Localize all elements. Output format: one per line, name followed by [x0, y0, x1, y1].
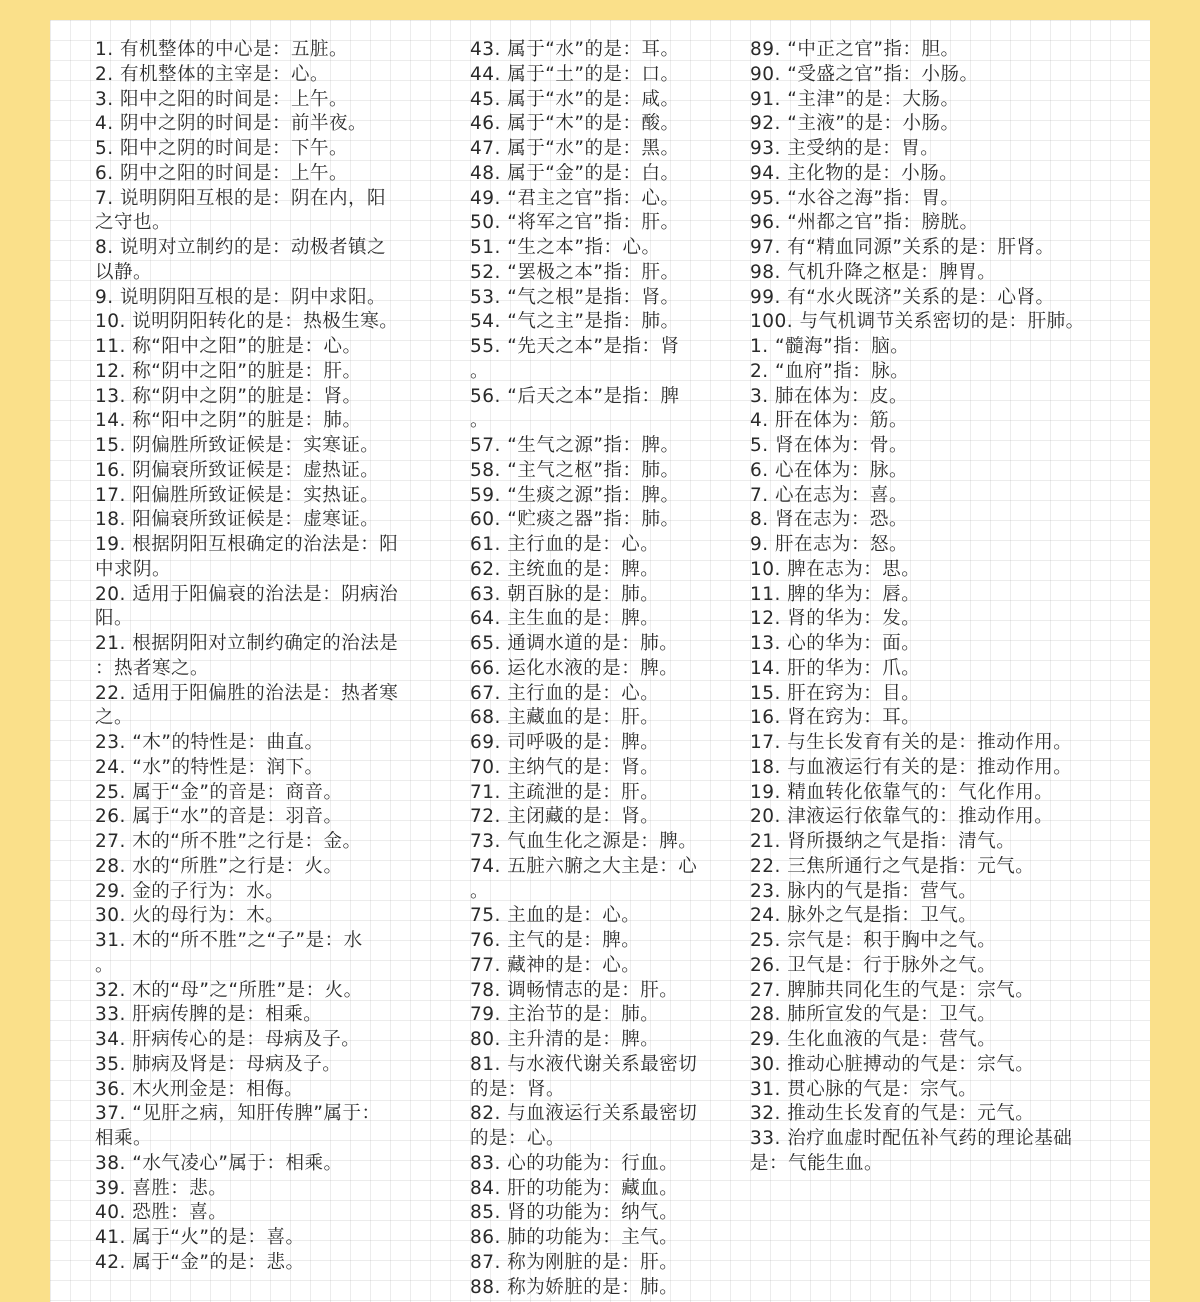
- text-line: 60. “贮痰之器”指：肺。: [470, 509, 680, 531]
- text-line: 98. 气机升降之枢是：脾胃。: [750, 261, 997, 283]
- text-line: 75. 主血的是：心。: [470, 905, 641, 927]
- text-line: 25. 属于“金”的音是：商音。: [95, 781, 343, 803]
- text-line: ：热者寒之。: [95, 657, 210, 679]
- text-line: 74. 五脏六腑之大主是：心: [470, 855, 698, 877]
- text-line: 29. 金的子行为：水。: [95, 880, 285, 902]
- text-line: 73. 气血生化之源是：脾。: [470, 831, 698, 852]
- text-line: 1. 有机整体的中心是：五脏。: [95, 39, 349, 60]
- text-line: 20. 适用于阳偏衰的治法是：阴病治: [95, 583, 399, 605]
- text-line: 64. 主生血的是：脾。: [470, 608, 660, 630]
- text-line: 50. “将军之官”指：肝。: [470, 212, 680, 234]
- text-line: 52. “罢极之本”指：肝。: [470, 261, 680, 283]
- text-line: 68. 主藏血的是：肝。: [470, 707, 660, 729]
- text-line: 80. 主升清的是：脾。: [470, 1029, 660, 1050]
- text-line: 21. 肾所摄纳之气是指：清气。: [750, 831, 1016, 852]
- text-line: 的是：心。: [470, 1128, 566, 1149]
- text-line: 3. 阳中之阳的时间是：上午。: [95, 88, 349, 110]
- text-line: 99. 有“水火既济”关系的是：心肾。: [750, 286, 1055, 308]
- text-line: 27. 脾肺共同化生的气是：宗气。: [750, 979, 1035, 1001]
- text-line: 11. 称“阳中之阳”的脏是：心。: [95, 336, 362, 357]
- text-line: 22. 适用于阳偏胜的治法是：热者寒: [95, 682, 399, 704]
- text-line: 67. 主行血的是：心。: [470, 682, 660, 704]
- text-line: 6. 心在体为：脉。: [750, 459, 909, 481]
- text-line: 。: [470, 880, 490, 902]
- text-line: 82. 与血液运行关系最密切: [470, 1103, 698, 1125]
- text-line: 85. 肾的功能为：纳气。: [470, 1202, 679, 1224]
- text-line: 32. 木的“母”之“所胜”是：火。: [95, 979, 363, 1001]
- text-line: 8. 说明对立制约的是：动极者镇之: [95, 237, 387, 258]
- text-line: 44. 属于“土”的是：口。: [470, 63, 680, 85]
- text-line: 33. 肝病传脾的是：相乘。: [95, 1004, 323, 1026]
- text-line: 89. “中正之官”指：胆。: [750, 39, 960, 60]
- text-line: 。: [470, 360, 490, 382]
- text-line: 31. 贯心脉的气是：宗气。: [750, 1078, 978, 1100]
- text-line: 之。: [95, 707, 134, 729]
- text-line: 38. “水气凌心”属于：相乘。: [95, 1152, 343, 1174]
- text-line: 6. 阴中之阳的时间是：上午。: [95, 162, 349, 184]
- text-line: 23. 脉内的气是指：营气。: [750, 880, 978, 902]
- text-line: 2. 有机整体的主宰是：心。: [95, 63, 330, 85]
- text-line: 2. “血府”指：脉。: [750, 360, 910, 382]
- text-line: 18. 阳偏衰所致证候是：虚寒证。: [95, 509, 380, 531]
- text-line: 7. 心在志为：喜。: [750, 484, 909, 506]
- text-line: 28. 肺所宣发的气是：卫气。: [750, 1004, 997, 1026]
- text-line: 86. 肺的功能为：主气。: [470, 1227, 679, 1248]
- text-line: 93. 主受纳的是：胃。: [750, 138, 940, 159]
- text-line: 26. 卫气是：行于脉外之气。: [750, 954, 997, 976]
- text-line: 72. 主闭藏的是：肾。: [470, 806, 660, 828]
- text-line: 10. 脾在志为：思。: [750, 558, 921, 580]
- text-line: 70. 主纳气的是：肾。: [470, 756, 660, 778]
- text-line: 40. 恐胜：喜。: [95, 1202, 228, 1224]
- text-line: 54. “气之主”是指：肺。: [470, 311, 680, 333]
- text-line: 100. 与气机调节关系密切的是：肝肺。: [750, 311, 1085, 333]
- text-line: 66. 运化水液的是：脾。: [470, 657, 679, 679]
- text-line: 14. 称“阳中之阴”的脏是：肺。: [95, 410, 362, 432]
- text-line: 15. 阴偏胜所致证候是：实寒证。: [95, 435, 380, 456]
- text-line: 71. 主疏泄的是：肝。: [470, 781, 660, 803]
- column-2: [470, 38, 760, 1300]
- text-line: 62. 主统血的是：脾。: [470, 558, 660, 580]
- text-line: 21. 根据阴阳对立制约确定的治法是: [95, 633, 399, 654]
- text-line: 16. 肾在窍为：耳。: [750, 707, 921, 729]
- text-line: 。: [95, 954, 115, 976]
- text-line: 39. 喜胜：悲。: [95, 1177, 228, 1199]
- text-line: 30. 推动心脏搏动的气是：宗气。: [750, 1053, 1035, 1075]
- text-line: 31. 木的“所不胜”之“子”是：水: [95, 930, 363, 951]
- text-line: 95. “水谷之海”指：胃。: [750, 187, 960, 209]
- text-line: 24. 脉外之气是指：卫气。: [750, 905, 978, 927]
- text-line: 96. “州都之官”指：膀胱。: [750, 212, 979, 234]
- text-line: 35. 肺病及肾是：母病及子。: [95, 1053, 342, 1075]
- text-line: 87. 称为刚脏的是：肝。: [470, 1251, 679, 1273]
- text-line: 29. 生化血液的气是：营气。: [750, 1029, 997, 1050]
- text-line: 94. 主化物的是：小肠。: [750, 162, 959, 184]
- text-line: 1. “髓海”指：脑。: [750, 336, 910, 357]
- text-line: 51. “生之本”指：心。: [470, 237, 661, 258]
- text-line: 24. “水”的特性是：润下。: [95, 756, 324, 778]
- text-line: 20. 津液运行依靠气的：推动作用。: [750, 806, 1054, 828]
- text-line: 59. “生痰之源”指：脾。: [470, 484, 680, 506]
- text-line: 5. 阳中之阴的时间是：下午。: [95, 138, 349, 159]
- text-line: 92. “主液”的是：小肠。: [750, 113, 960, 135]
- text-line: 10. 说明阴阳转化的是：热极生寒。: [95, 311, 399, 333]
- text-line: 81. 与水液代谢关系最密切: [470, 1053, 698, 1075]
- text-line: 16. 阴偏衰所致证候是：虚热证。: [95, 459, 380, 481]
- text-line: 61. 主行血的是：心。: [470, 534, 660, 555]
- text-line: 77. 藏神的是：心。: [470, 954, 641, 976]
- text-line: 48. 属于“金”的是：白。: [470, 162, 680, 184]
- text-line: 26. 属于“水”的音是：羽音。: [95, 806, 343, 828]
- text-line: 63. 朝百脉的是：肺。: [470, 583, 660, 605]
- text-line: 36. 木火刑金是：相侮。: [95, 1078, 304, 1100]
- text-line: 17. 阳偏胜所致证候是：实热证。: [95, 484, 380, 506]
- text-line: 28. 水的“所胜”之行是：火。: [95, 855, 343, 877]
- text-line: 91. “主津”的是：大肠。: [750, 88, 960, 110]
- text-line: 22. 三焦所通行之气是指：元气。: [750, 855, 1035, 877]
- text-line: 17. 与生长发育有关的是：推动作用。: [750, 732, 1073, 753]
- text-line: 32. 推动生长发育的气是：元气。: [750, 1103, 1035, 1125]
- text-line: 4. 肝在体为：筋。: [750, 410, 909, 432]
- text-line: 11. 脾的华为：唇。: [750, 583, 921, 605]
- text-line: 84. 肝的功能为：藏血。: [470, 1177, 679, 1199]
- column-3: [750, 38, 1150, 1177]
- text-line: 相乘。: [95, 1128, 153, 1149]
- text-line: 47. 属于“水”的是：黑。: [470, 138, 680, 159]
- text-line: 18. 与血液运行有关的是：推动作用。: [750, 756, 1073, 778]
- text-line: 14. 肝的华为：爪。: [750, 657, 921, 679]
- text-line: 65. 通调水道的是：肺。: [470, 633, 679, 654]
- text-line: 8. 肾在志为：恐。: [750, 509, 909, 531]
- text-line: 69. 司呼吸的是：脾。: [470, 732, 660, 753]
- text-line: 19. 精血转化依靠气的：气化作用。: [750, 781, 1054, 803]
- text-line: 56. “后天之本”是指：脾: [470, 385, 680, 407]
- text-line: 15. 肝在窍为：目。: [750, 682, 921, 704]
- text-line: 9. 说明阴阳互根的是：阴中求阳。: [95, 286, 387, 308]
- text-line: 5. 肾在体为：骨。: [750, 435, 909, 456]
- text-line: 55. “先天之本”是指：肾: [470, 336, 680, 357]
- text-line: 的是：肾。: [470, 1078, 566, 1100]
- text-line: 45. 属于“水”的是：咸。: [470, 88, 680, 110]
- text-line: 12. 肾的华为：发。: [750, 608, 921, 630]
- text-line: 46. 属于“木”的是：酸。: [470, 113, 680, 135]
- text-line: 13. 心的华为：面。: [750, 633, 921, 654]
- text-line: 19. 根据阴阳互根确定的治法是：阳: [95, 534, 399, 555]
- column-1: [95, 38, 475, 1276]
- text-line: 23. “木”的特性是：曲直。: [95, 732, 324, 753]
- text-line: 以静。: [95, 261, 153, 283]
- text-line: 37. “见肝之病，知肝传脾”属于：: [95, 1103, 381, 1125]
- text-line: 25. 宗气是：积于胸中之气。: [750, 930, 997, 951]
- text-line: 。: [470, 410, 490, 432]
- text-line: 12. 称“阴中之阳”的脏是：肝。: [95, 360, 362, 382]
- text-line: 33. 治疗血虚时配伍补气药的理论基础: [750, 1128, 1073, 1149]
- text-line: 34. 肝病传心的是：母病及子。: [95, 1029, 361, 1050]
- text-line: 阳。: [95, 608, 134, 630]
- text-line: 90. “受盛之官”指：小肠。: [750, 63, 979, 85]
- text-line: 中求阴。: [95, 558, 172, 580]
- text-line: 76. 主气的是：脾。: [470, 930, 641, 951]
- text-line: 3. 肺在体为：皮。: [750, 385, 909, 407]
- text-line: 27. 木的“所不胜”之行是：金。: [95, 831, 362, 852]
- text-line: 43. 属于“水”的是：耳。: [470, 39, 680, 60]
- text-line: 4. 阴中之阴的时间是：前半夜。: [95, 113, 368, 135]
- text-line: 83. 心的功能为：行血。: [470, 1152, 679, 1174]
- text-line: 42. 属于“金”的是：悲。: [95, 1251, 305, 1273]
- text-line: 97. 有“精血同源”关系的是：肝肾。: [750, 237, 1055, 258]
- text-line: 9. 肝在志为：怒。: [750, 534, 909, 555]
- text-line: 是：气能生血。: [750, 1152, 884, 1174]
- text-line: 7. 说明阴阳互根的是：阴在内，阳: [95, 187, 387, 209]
- text-line: 49. “君主之官”指：心。: [470, 187, 680, 209]
- text-line: 58. “主气之枢”指：肺。: [470, 459, 680, 481]
- text-line: 53. “气之根”是指：肾。: [470, 286, 680, 308]
- text-line: 57. “生气之源”指：脾。: [470, 435, 680, 456]
- text-line: 13. 称“阴中之阴”的脏是：肾。: [95, 385, 362, 407]
- text-line: 41. 属于“火”的是：喜。: [95, 1227, 305, 1248]
- study-sheet: [50, 20, 1150, 1302]
- text-line: 之守也。: [95, 212, 172, 234]
- text-line: 78. 调畅情志的是：肝。: [470, 979, 679, 1001]
- text-line: 30. 火的母行为：木。: [95, 905, 285, 927]
- text-line: 88. 称为娇脏的是：肺。: [470, 1276, 679, 1298]
- text-line: 79. 主治节的是：肺。: [470, 1004, 660, 1026]
